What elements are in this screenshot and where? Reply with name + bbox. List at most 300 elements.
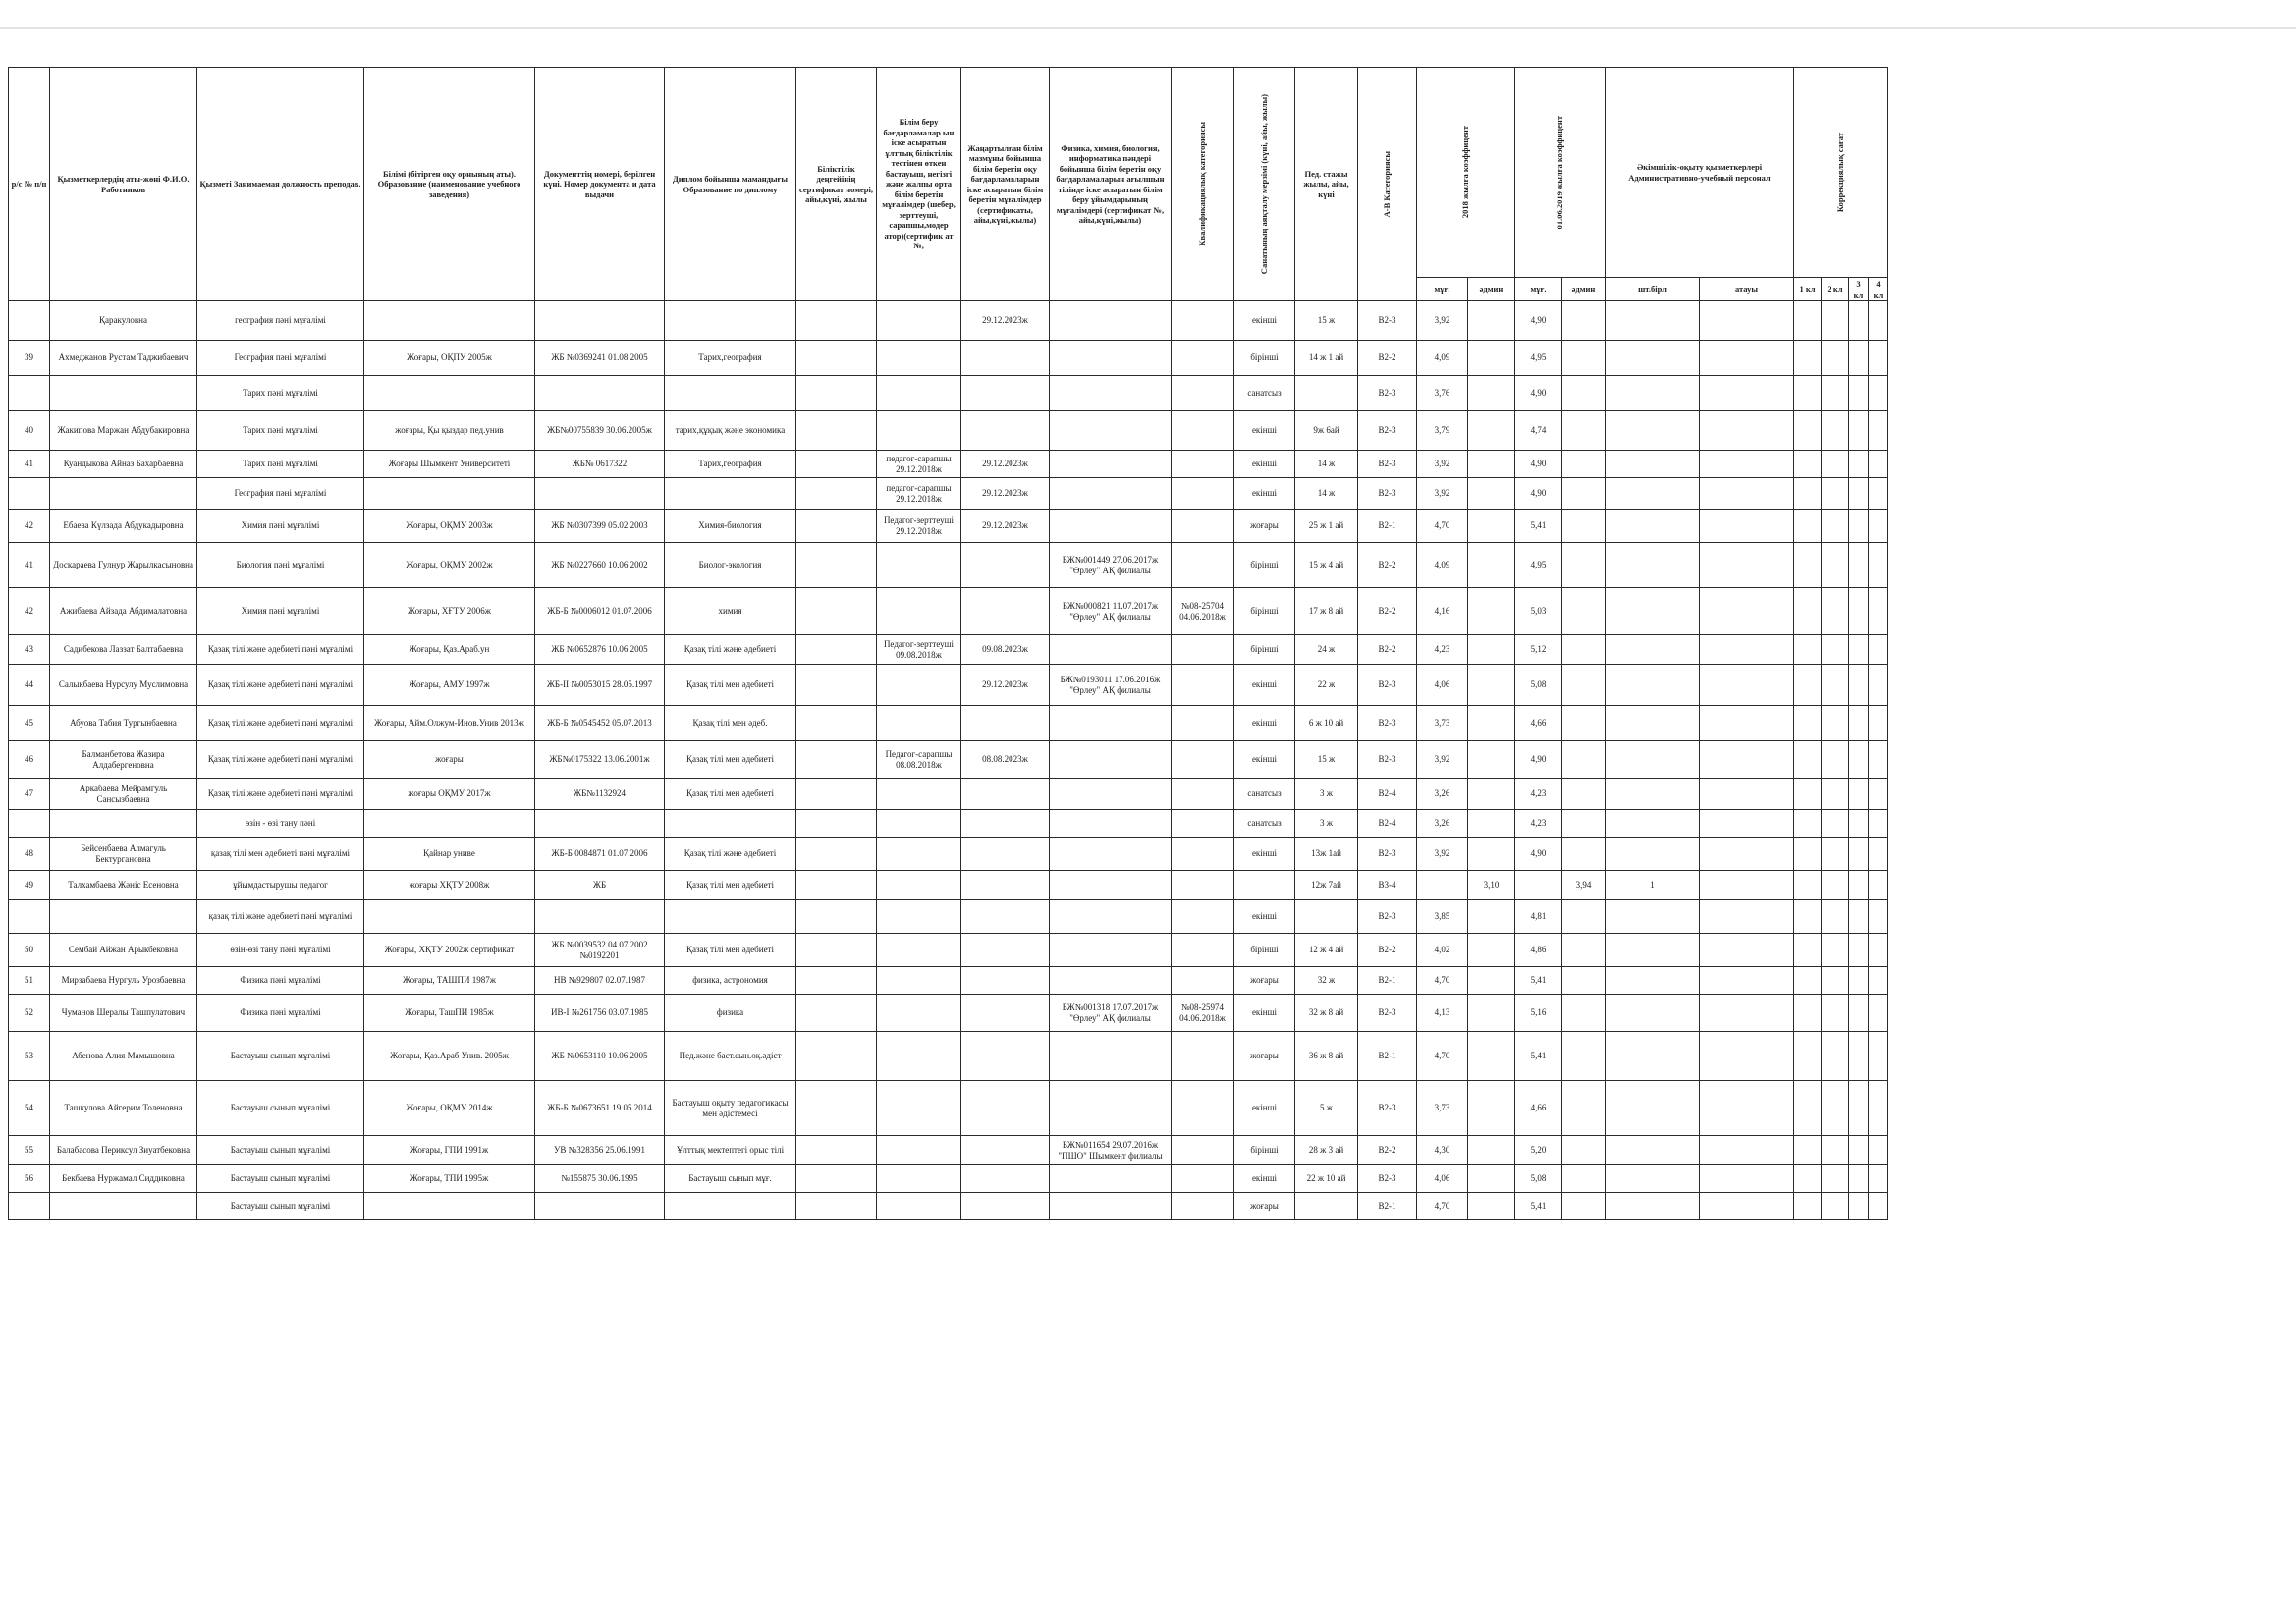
science-english-certificate bbox=[1050, 635, 1172, 665]
correction-class-2 bbox=[1822, 900, 1849, 934]
updated-content-certificate bbox=[961, 838, 1050, 871]
pedagogical-experience: 15 ж bbox=[1295, 301, 1358, 341]
program-certificate bbox=[877, 301, 961, 341]
table-row bbox=[9, 543, 1888, 588]
science-english-certificate bbox=[1050, 779, 1172, 810]
staff-unit bbox=[1606, 1193, 1700, 1220]
coefficient-2018-teacher: 4,70 bbox=[1417, 1193, 1468, 1220]
coefficient-2019-admin bbox=[1562, 967, 1606, 995]
qualification-certificate bbox=[796, 1193, 877, 1220]
position: Физика пәні мұғалімі bbox=[197, 995, 364, 1032]
coefficient-2019-teacher: 5,41 bbox=[1515, 1032, 1562, 1081]
correction-class-3 bbox=[1849, 665, 1869, 706]
staff-unit bbox=[1606, 1032, 1700, 1081]
pedagogical-experience: 9ж 6ай bbox=[1295, 411, 1358, 451]
coefficient-2019-admin bbox=[1562, 451, 1606, 478]
correction-class-3 bbox=[1849, 588, 1869, 635]
sub-teacher-2019: мұғ. bbox=[1515, 278, 1562, 301]
document-number: ЖБ№00755839 30.06.2005ж bbox=[535, 411, 665, 451]
pedagogical-experience: 3 ж bbox=[1295, 779, 1358, 810]
correction-class-2 bbox=[1822, 1165, 1849, 1193]
qualification-category bbox=[1172, 1032, 1234, 1081]
category-level: санатсыз bbox=[1234, 779, 1295, 810]
education: жоғары ОҚМУ 2017ж bbox=[364, 779, 535, 810]
program-certificate bbox=[877, 1136, 961, 1165]
category-level: санатсыз bbox=[1234, 376, 1295, 411]
staff-title bbox=[1700, 967, 1794, 995]
ab-category-label: А-В Категориясы bbox=[1382, 150, 1393, 218]
qual-category-label: Квалификациялық категориясы bbox=[1197, 122, 1208, 246]
staff-title bbox=[1700, 871, 1794, 900]
sub-title: атауы bbox=[1700, 278, 1794, 301]
correction-class-4 bbox=[1869, 779, 1888, 810]
row-number: 55 bbox=[9, 1136, 50, 1165]
row-number bbox=[9, 1193, 50, 1220]
ab-category: В2-1 bbox=[1358, 1193, 1417, 1220]
staff-title bbox=[1700, 741, 1794, 779]
category-level: бірінші bbox=[1234, 1136, 1295, 1165]
qualification-category bbox=[1172, 451, 1234, 478]
position: Қазақ тілі және әдебиеті пәні мұғалімі bbox=[197, 706, 364, 741]
coefficient-2018-admin bbox=[1468, 376, 1515, 411]
qualification-certificate bbox=[796, 1165, 877, 1193]
ab-category: В2-2 bbox=[1358, 934, 1417, 967]
row-number bbox=[9, 376, 50, 411]
correction-class-2 bbox=[1822, 995, 1849, 1032]
document-number bbox=[535, 478, 665, 510]
sub-teacher-2018: мұғ. bbox=[1417, 278, 1468, 301]
correction-class-3 bbox=[1849, 543, 1869, 588]
category-level: екінші bbox=[1234, 411, 1295, 451]
diploma-specialty: Қазақ тілі және әдебиеті bbox=[665, 838, 796, 871]
table-row bbox=[9, 1081, 1888, 1136]
col-ab-category bbox=[1358, 68, 1417, 301]
ab-category: В2-3 bbox=[1358, 1081, 1417, 1136]
coefficient-2018-teacher: 4,06 bbox=[1417, 665, 1468, 706]
table-row bbox=[9, 411, 1888, 451]
diploma-specialty: Ұлттық мектептегі орыс тілі bbox=[665, 1136, 796, 1165]
correction-class-1 bbox=[1794, 838, 1822, 871]
table-row bbox=[9, 995, 1888, 1032]
correction-class-2 bbox=[1822, 741, 1849, 779]
category-level: жоғары bbox=[1234, 1193, 1295, 1220]
table-row bbox=[9, 967, 1888, 995]
program-certificate bbox=[877, 341, 961, 376]
updated-content-certificate: 09.08.2023ж bbox=[961, 635, 1050, 665]
position: Қазақ тілі және әдебиеті пәні мұғалімі bbox=[197, 665, 364, 706]
ab-category: В2-3 bbox=[1358, 301, 1417, 341]
correction-class-3 bbox=[1849, 1081, 1869, 1136]
staff-title bbox=[1700, 706, 1794, 741]
pedagogical-experience bbox=[1295, 900, 1358, 934]
qualification-certificate bbox=[796, 779, 877, 810]
education: Жоғары, Қаз.Араб Унив. 2005ж bbox=[364, 1032, 535, 1081]
row-number: 53 bbox=[9, 1032, 50, 1081]
sub-class-3: 3 кл bbox=[1849, 278, 1869, 301]
qualification-certificate bbox=[796, 588, 877, 635]
ab-category: В2-2 bbox=[1358, 635, 1417, 665]
coefficient-2019-admin bbox=[1562, 588, 1606, 635]
correction-class-2 bbox=[1822, 510, 1849, 543]
coefficient-2019-admin bbox=[1562, 478, 1606, 510]
ab-category: В2-2 bbox=[1358, 1136, 1417, 1165]
document-number: ЖБ №0369241 01.08.2005 bbox=[535, 341, 665, 376]
ab-category: В2-2 bbox=[1358, 588, 1417, 635]
science-english-certificate bbox=[1050, 900, 1172, 934]
education: жоғары ХҚТУ 2008ж bbox=[364, 871, 535, 900]
qualification-category bbox=[1172, 411, 1234, 451]
staff-title bbox=[1700, 411, 1794, 451]
staff-unit bbox=[1606, 934, 1700, 967]
diploma-specialty: Биолог-экология bbox=[665, 543, 796, 588]
coefficient-2019-teacher: 5,08 bbox=[1515, 665, 1562, 706]
coefficient-2019-teacher: 5,16 bbox=[1515, 995, 1562, 1032]
sub-class-4: 4 кл bbox=[1869, 278, 1888, 301]
coefficient-2019-teacher: 4,90 bbox=[1515, 478, 1562, 510]
coefficient-2018-admin bbox=[1468, 1165, 1515, 1193]
document-number bbox=[535, 376, 665, 411]
correction-class-4 bbox=[1869, 900, 1888, 934]
staff-register-body bbox=[9, 301, 1888, 1220]
diploma-specialty: Химия-биология bbox=[665, 510, 796, 543]
employee-name: Садибекова Лаззат Балтабаевна bbox=[50, 635, 197, 665]
correction-class-2 bbox=[1822, 451, 1849, 478]
coefficient-2019-admin: 3,94 bbox=[1562, 871, 1606, 900]
coefficient-2019-admin bbox=[1562, 1032, 1606, 1081]
position: Қазақ тілі және әдебиеті пәні мұғалімі bbox=[197, 741, 364, 779]
coefficient-2019-admin bbox=[1562, 635, 1606, 665]
ab-category: В2-2 bbox=[1358, 341, 1417, 376]
table-row bbox=[9, 376, 1888, 411]
category-level: екінші bbox=[1234, 900, 1295, 934]
correction-class-1 bbox=[1794, 341, 1822, 376]
correction-class-1 bbox=[1794, 411, 1822, 451]
row-number: 39 bbox=[9, 341, 50, 376]
qualification-category bbox=[1172, 1081, 1234, 1136]
document-number: ЖБ№1132924 bbox=[535, 779, 665, 810]
program-certificate bbox=[877, 588, 961, 635]
staff-unit bbox=[1606, 779, 1700, 810]
category-level: бірінші bbox=[1234, 934, 1295, 967]
correction-class-2 bbox=[1822, 967, 1849, 995]
category-level: екінші bbox=[1234, 478, 1295, 510]
position: Тарих пәні мұғалімі bbox=[197, 451, 364, 478]
employee-name: Доскараева Гулнур Жарылкасыновна bbox=[50, 543, 197, 588]
correction-class-3 bbox=[1849, 706, 1869, 741]
correction-class-1 bbox=[1794, 588, 1822, 635]
coefficient-2019-teacher: 5,41 bbox=[1515, 967, 1562, 995]
program-certificate: педагог-сарапшы 29.12.2018ж bbox=[877, 451, 961, 478]
qualification-category bbox=[1172, 665, 1234, 706]
employee-name: Куандыкова Айназ Бахарбаевна bbox=[50, 451, 197, 478]
correction-class-4 bbox=[1869, 1136, 1888, 1165]
coefficient-2018-teacher: 4,30 bbox=[1417, 1136, 1468, 1165]
qualification-certificate bbox=[796, 510, 877, 543]
document-number bbox=[535, 1193, 665, 1220]
employee-name: Абенова Алия Мамышовна bbox=[50, 1032, 197, 1081]
position: Бастауыш сынып мұғалімі bbox=[197, 1081, 364, 1136]
coefficient-2018-teacher: 3,73 bbox=[1417, 706, 1468, 741]
position: Тарих пәні мұғалімі bbox=[197, 411, 364, 451]
coefficient-2019-admin bbox=[1562, 376, 1606, 411]
correction-class-1 bbox=[1794, 741, 1822, 779]
staff-unit bbox=[1606, 1165, 1700, 1193]
staff-unit bbox=[1606, 706, 1700, 741]
correction-class-1 bbox=[1794, 871, 1822, 900]
qualification-certificate bbox=[796, 1032, 877, 1081]
document-number: ЖБ №0653110 10.06.2005 bbox=[535, 1032, 665, 1081]
employee-name bbox=[50, 900, 197, 934]
coefficient-2018-admin bbox=[1468, 706, 1515, 741]
staff-title bbox=[1700, 376, 1794, 411]
program-certificate bbox=[877, 376, 961, 411]
science-english-certificate bbox=[1050, 376, 1172, 411]
qualification-category bbox=[1172, 706, 1234, 741]
education: Жоғары, ОҚПУ 2005ж bbox=[364, 341, 535, 376]
correction-class-4 bbox=[1869, 995, 1888, 1032]
updated-content-certificate: 29.12.2023ж bbox=[961, 478, 1050, 510]
col-document: Документтің номері, берілген күні. Номер документа и дата выдачи bbox=[535, 68, 665, 301]
correction-class-3 bbox=[1849, 967, 1869, 995]
qualification-category bbox=[1172, 934, 1234, 967]
ab-category: В2-3 bbox=[1358, 741, 1417, 779]
pedagogical-experience: 28 ж 3 ай bbox=[1295, 1136, 1358, 1165]
col-qual-level bbox=[1234, 68, 1295, 301]
staff-unit bbox=[1606, 900, 1700, 934]
science-english-certificate bbox=[1050, 810, 1172, 838]
staff-title bbox=[1700, 588, 1794, 635]
row-number: 42 bbox=[9, 588, 50, 635]
coefficient-2019-admin bbox=[1562, 341, 1606, 376]
staff-unit bbox=[1606, 543, 1700, 588]
table-row bbox=[9, 741, 1888, 779]
correction-class-2 bbox=[1822, 838, 1849, 871]
coefficient-2018-teacher: 3,26 bbox=[1417, 779, 1468, 810]
document-number: ЖБ bbox=[535, 871, 665, 900]
diploma-specialty: Бастауыш оқыту педагогикасы мен әдістемесі bbox=[665, 1081, 796, 1136]
education bbox=[364, 376, 535, 411]
coefficient-2018-teacher: 3,92 bbox=[1417, 741, 1468, 779]
ab-category: В2-4 bbox=[1358, 779, 1417, 810]
employee-name: Чуманов Шералы Ташпулатович bbox=[50, 995, 197, 1032]
qualification-category: №08-25974 04.06.2018ж bbox=[1172, 995, 1234, 1032]
table-row bbox=[9, 478, 1888, 510]
document-number: №155875 30.06.1995 bbox=[535, 1165, 665, 1193]
employee-name: Салыкбаева Нурсулу Муслимовна bbox=[50, 665, 197, 706]
coefficient-2019-admin bbox=[1562, 810, 1606, 838]
row-number: 41 bbox=[9, 543, 50, 588]
qualification-certificate bbox=[796, 1081, 877, 1136]
ab-category: В2-3 bbox=[1358, 1165, 1417, 1193]
correction-class-2 bbox=[1822, 588, 1849, 635]
ab-category: В2-4 bbox=[1358, 810, 1417, 838]
staff-unit bbox=[1606, 995, 1700, 1032]
pedagogical-experience: 32 ж bbox=[1295, 967, 1358, 995]
staff-unit bbox=[1606, 665, 1700, 706]
coefficient-2018-teacher: 3,92 bbox=[1417, 451, 1468, 478]
staff-title bbox=[1700, 665, 1794, 706]
document-number bbox=[535, 301, 665, 341]
correction-class-4 bbox=[1869, 967, 1888, 995]
ab-category: В2-3 bbox=[1358, 411, 1417, 451]
science-english-certificate bbox=[1050, 967, 1172, 995]
coefficient-2019-teacher: 4,90 bbox=[1515, 741, 1562, 779]
table-row bbox=[9, 706, 1888, 741]
coefficient-2019-teacher: 4,23 bbox=[1515, 810, 1562, 838]
coefficient-2019-admin bbox=[1562, 779, 1606, 810]
coefficient-2018-admin bbox=[1468, 341, 1515, 376]
pedagogical-experience: 17 ж 8 ай bbox=[1295, 588, 1358, 635]
updated-content-certificate bbox=[961, 543, 1050, 588]
science-english-certificate bbox=[1050, 301, 1172, 341]
program-certificate bbox=[877, 1081, 961, 1136]
coefficient-2018-teacher: 4,06 bbox=[1417, 1165, 1468, 1193]
correction-class-2 bbox=[1822, 376, 1849, 411]
science-english-certificate bbox=[1050, 871, 1172, 900]
pedagogical-experience: 15 ж 4 ай bbox=[1295, 543, 1358, 588]
updated-content-certificate bbox=[961, 376, 1050, 411]
coefficient-2019-admin bbox=[1562, 411, 1606, 451]
coefficient-2018-admin bbox=[1468, 543, 1515, 588]
correction-class-4 bbox=[1869, 478, 1888, 510]
staff-unit bbox=[1606, 451, 1700, 478]
diploma-specialty: химия bbox=[665, 588, 796, 635]
education: Қайнар униве bbox=[364, 838, 535, 871]
staff-unit bbox=[1606, 376, 1700, 411]
program-certificate: Педагог-зерттеуші 29.12.2018ж bbox=[877, 510, 961, 543]
qualification-certificate bbox=[796, 995, 877, 1032]
staff-unit bbox=[1606, 1136, 1700, 1165]
correction-class-2 bbox=[1822, 478, 1849, 510]
row-number: 45 bbox=[9, 706, 50, 741]
coefficient-2019-teacher: 4,86 bbox=[1515, 934, 1562, 967]
qualification-category: №08-25704 04.06.2018ж bbox=[1172, 588, 1234, 635]
qualification-category bbox=[1172, 741, 1234, 779]
position: Тарих пәні мұғалімі bbox=[197, 376, 364, 411]
correction-class-4 bbox=[1869, 510, 1888, 543]
row-number: 56 bbox=[9, 1165, 50, 1193]
correction-class-4 bbox=[1869, 411, 1888, 451]
education bbox=[364, 900, 535, 934]
staff-title bbox=[1700, 341, 1794, 376]
table-row bbox=[9, 588, 1888, 635]
pedagogical-experience: 22 ж bbox=[1295, 665, 1358, 706]
category-level: екінші bbox=[1234, 665, 1295, 706]
correction-class-1 bbox=[1794, 478, 1822, 510]
coefficient-2019-teacher: 5,08 bbox=[1515, 1165, 1562, 1193]
staff-unit bbox=[1606, 478, 1700, 510]
correction-class-2 bbox=[1822, 1032, 1849, 1081]
employee-name: Аркабаева Мейрамгуль Сансызбаевна bbox=[50, 779, 197, 810]
document-number: ЖБ№ 0617322 bbox=[535, 451, 665, 478]
staff-unit bbox=[1606, 967, 1700, 995]
diploma-specialty bbox=[665, 301, 796, 341]
correction-class-4 bbox=[1869, 376, 1888, 411]
science-english-certificate: БЖ№001449 27.06.2017ж "Өрлеу" АҚ филиалы bbox=[1050, 543, 1172, 588]
coefficient-2018-admin bbox=[1468, 995, 1515, 1032]
science-english-certificate bbox=[1050, 1165, 1172, 1193]
coefficient-2018-admin bbox=[1468, 635, 1515, 665]
staff-title bbox=[1700, 1032, 1794, 1081]
document-number: ЖБ-Б №0673651 19.05.2014 bbox=[535, 1081, 665, 1136]
correction-class-4 bbox=[1869, 741, 1888, 779]
position: Химия пәні мұғалімі bbox=[197, 588, 364, 635]
correction-class-2 bbox=[1822, 810, 1849, 838]
scan-artifact-line bbox=[0, 27, 2296, 29]
coefficient-2018-admin bbox=[1468, 588, 1515, 635]
position: Химия пәні мұғалімі bbox=[197, 510, 364, 543]
position: Қазақ тілі және әдебиеті пәні мұғалімі bbox=[197, 779, 364, 810]
correction-class-3 bbox=[1849, 376, 1869, 411]
document-number: ЖБ№0175322 13.06.2001ж bbox=[535, 741, 665, 779]
correction-class-1 bbox=[1794, 810, 1822, 838]
updated-content-certificate bbox=[961, 934, 1050, 967]
correction-class-4 bbox=[1869, 871, 1888, 900]
staff-title bbox=[1700, 1081, 1794, 1136]
qualification-category bbox=[1172, 810, 1234, 838]
coefficient-2018-teacher: 4,13 bbox=[1417, 995, 1468, 1032]
category-level: екінші bbox=[1234, 1081, 1295, 1136]
correction-class-1 bbox=[1794, 635, 1822, 665]
staff-unit bbox=[1606, 810, 1700, 838]
ab-category: В3-4 bbox=[1358, 871, 1417, 900]
col-cert-science: Физика, химия, биология, информатика пәндері бойынша білім беретін оқу бағдарламаларын ағылшын тілінде іске асыратын білім беру ұйымдарының мұғалімдері (сертификат №, айы,күні,жылы) bbox=[1050, 68, 1172, 301]
staff-unit bbox=[1606, 301, 1700, 341]
table-row bbox=[9, 510, 1888, 543]
table-row bbox=[9, 1193, 1888, 1220]
updated-content-certificate bbox=[961, 706, 1050, 741]
category-level: екінші bbox=[1234, 995, 1295, 1032]
table-row bbox=[9, 1165, 1888, 1193]
correction-class-4 bbox=[1869, 451, 1888, 478]
col-coef-2019 bbox=[1515, 68, 1606, 278]
science-english-certificate: БЖ№001318 17.07.2017ж "Өрлеу" АҚ филиалы bbox=[1050, 995, 1172, 1032]
education: жоғары bbox=[364, 741, 535, 779]
ab-category: В2-1 bbox=[1358, 1032, 1417, 1081]
qualification-certificate bbox=[796, 543, 877, 588]
qual-level-label: Санатының аяқталу мерзімі (күні, айы, жылы) bbox=[1259, 93, 1270, 275]
updated-content-certificate bbox=[961, 411, 1050, 451]
coefficient-2018-admin bbox=[1468, 665, 1515, 706]
updated-content-certificate: 29.12.2023ж bbox=[961, 301, 1050, 341]
pedagogical-experience: 3 ж bbox=[1295, 810, 1358, 838]
coefficient-2018-teacher: 4,70 bbox=[1417, 510, 1468, 543]
correction-class-2 bbox=[1822, 871, 1849, 900]
program-certificate bbox=[877, 411, 961, 451]
correction-class-1 bbox=[1794, 1136, 1822, 1165]
document-number bbox=[535, 900, 665, 934]
diploma-specialty: Тарих,география bbox=[665, 341, 796, 376]
position: Бастауыш сынып мұғалімі bbox=[197, 1165, 364, 1193]
position: өзін - өзі тану пәні bbox=[197, 810, 364, 838]
correction-class-2 bbox=[1822, 635, 1849, 665]
coefficient-2019-admin bbox=[1562, 741, 1606, 779]
coefficient-2018-teacher bbox=[1417, 871, 1468, 900]
qualification-category bbox=[1172, 838, 1234, 871]
row-number bbox=[9, 900, 50, 934]
education: Жоғары, ОҚМУ 2002ж bbox=[364, 543, 535, 588]
coefficient-2018-admin: 3,10 bbox=[1468, 871, 1515, 900]
table-row bbox=[9, 934, 1888, 967]
correction-class-1 bbox=[1794, 934, 1822, 967]
staff-title bbox=[1700, 995, 1794, 1032]
correction-class-1 bbox=[1794, 995, 1822, 1032]
row-number bbox=[9, 810, 50, 838]
program-certificate bbox=[877, 900, 961, 934]
education bbox=[364, 478, 535, 510]
qualification-certificate bbox=[796, 451, 877, 478]
row-number: 51 bbox=[9, 967, 50, 995]
